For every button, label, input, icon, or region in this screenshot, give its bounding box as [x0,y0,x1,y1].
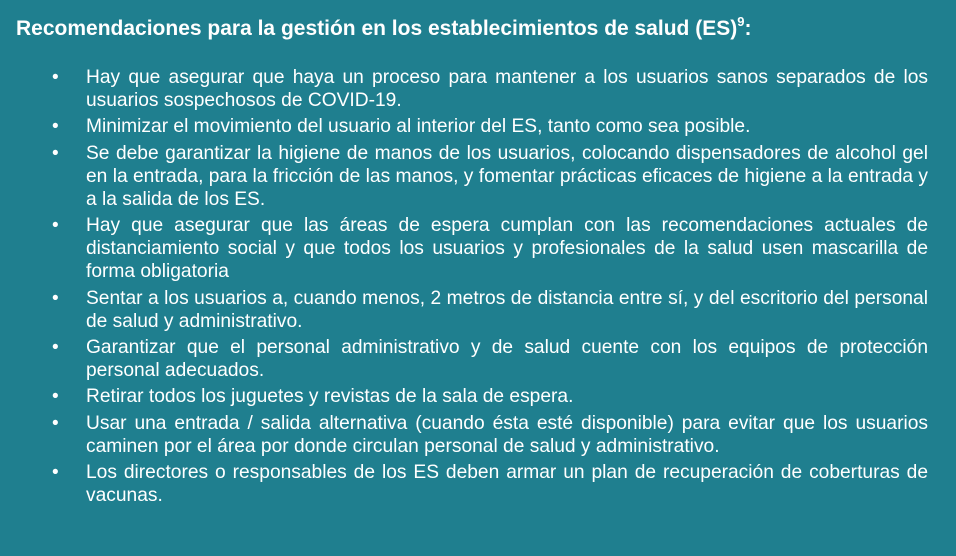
title-text: Recomendaciones para la gestión en los establecimientos de salud (ES) [16,17,738,40]
list-item [16,66,928,112]
list-item-text: Retirar todos los juguetes y revistas de la sala de espera. [86,386,574,408]
bullet-icon: • [52,412,59,434]
bullet-icon: • [52,386,59,408]
section-title [16,15,928,43]
list-item [16,142,928,211]
footnote-marker: 9 [737,14,745,29]
list-item-text: Usar una entrada / salida alternativa (cuando ésta esté disponible) para evitar que los usuarios caminen por el área por donde circulan personal de salud y administrativo. [86,412,928,457]
title-suffix: : [744,17,752,40]
list-item-text: Los directores o responsables de los ES deben armar un plan de recuperación de coberturas de vacunas. [86,462,928,507]
bullet-icon: • [52,462,59,484]
recommendations-list [16,66,928,507]
bullet-icon: • [52,336,59,358]
list-item [16,336,928,382]
bullet-icon: • [52,287,59,309]
bullet-icon: • [52,116,59,138]
list-item-text: Se debe garantizar la higiene de manos de los usuarios, colocando dispensadores de alcohol gel en la entrada, para la fricción de las manos, y fomentar prácticas eficaces de higiene a la entrada y a la salida de los ES. [86,142,928,210]
list-item [16,461,928,507]
bullet-icon: • [52,215,59,237]
list-item [16,115,928,138]
bullet-icon: • [52,67,59,88]
list-item-text: Garantizar que el personal administrativo y de salud cuente con los equipos de protección personal adecuados. [86,336,928,381]
list-item [16,412,928,458]
list-item-text: Minimizar el movimiento del usuario al interior del ES, tanto como sea posible. [86,116,751,138]
list-item [16,214,928,283]
list-item-text: Sentar a los usuarios a, cuando menos, 2 metros de distancia entre sí, y del escritorio del personal de salud y administrativo. [86,287,928,332]
bullet-icon: • [52,142,59,164]
list-item-text: Hay que asegurar que las áreas de espera cumplan con las recomendaciones actuales de distanciamiento social y que todos los usuarios y profesionales de la salud usen mascarilla de forma obligatoria [86,215,928,283]
list-item [16,385,928,408]
list-item-text: Hay que asegurar que haya un proceso para mantener a los usuarios sanos separados de los usuarios sospechosos de COVID-19. [86,67,928,111]
list-item [16,287,928,333]
